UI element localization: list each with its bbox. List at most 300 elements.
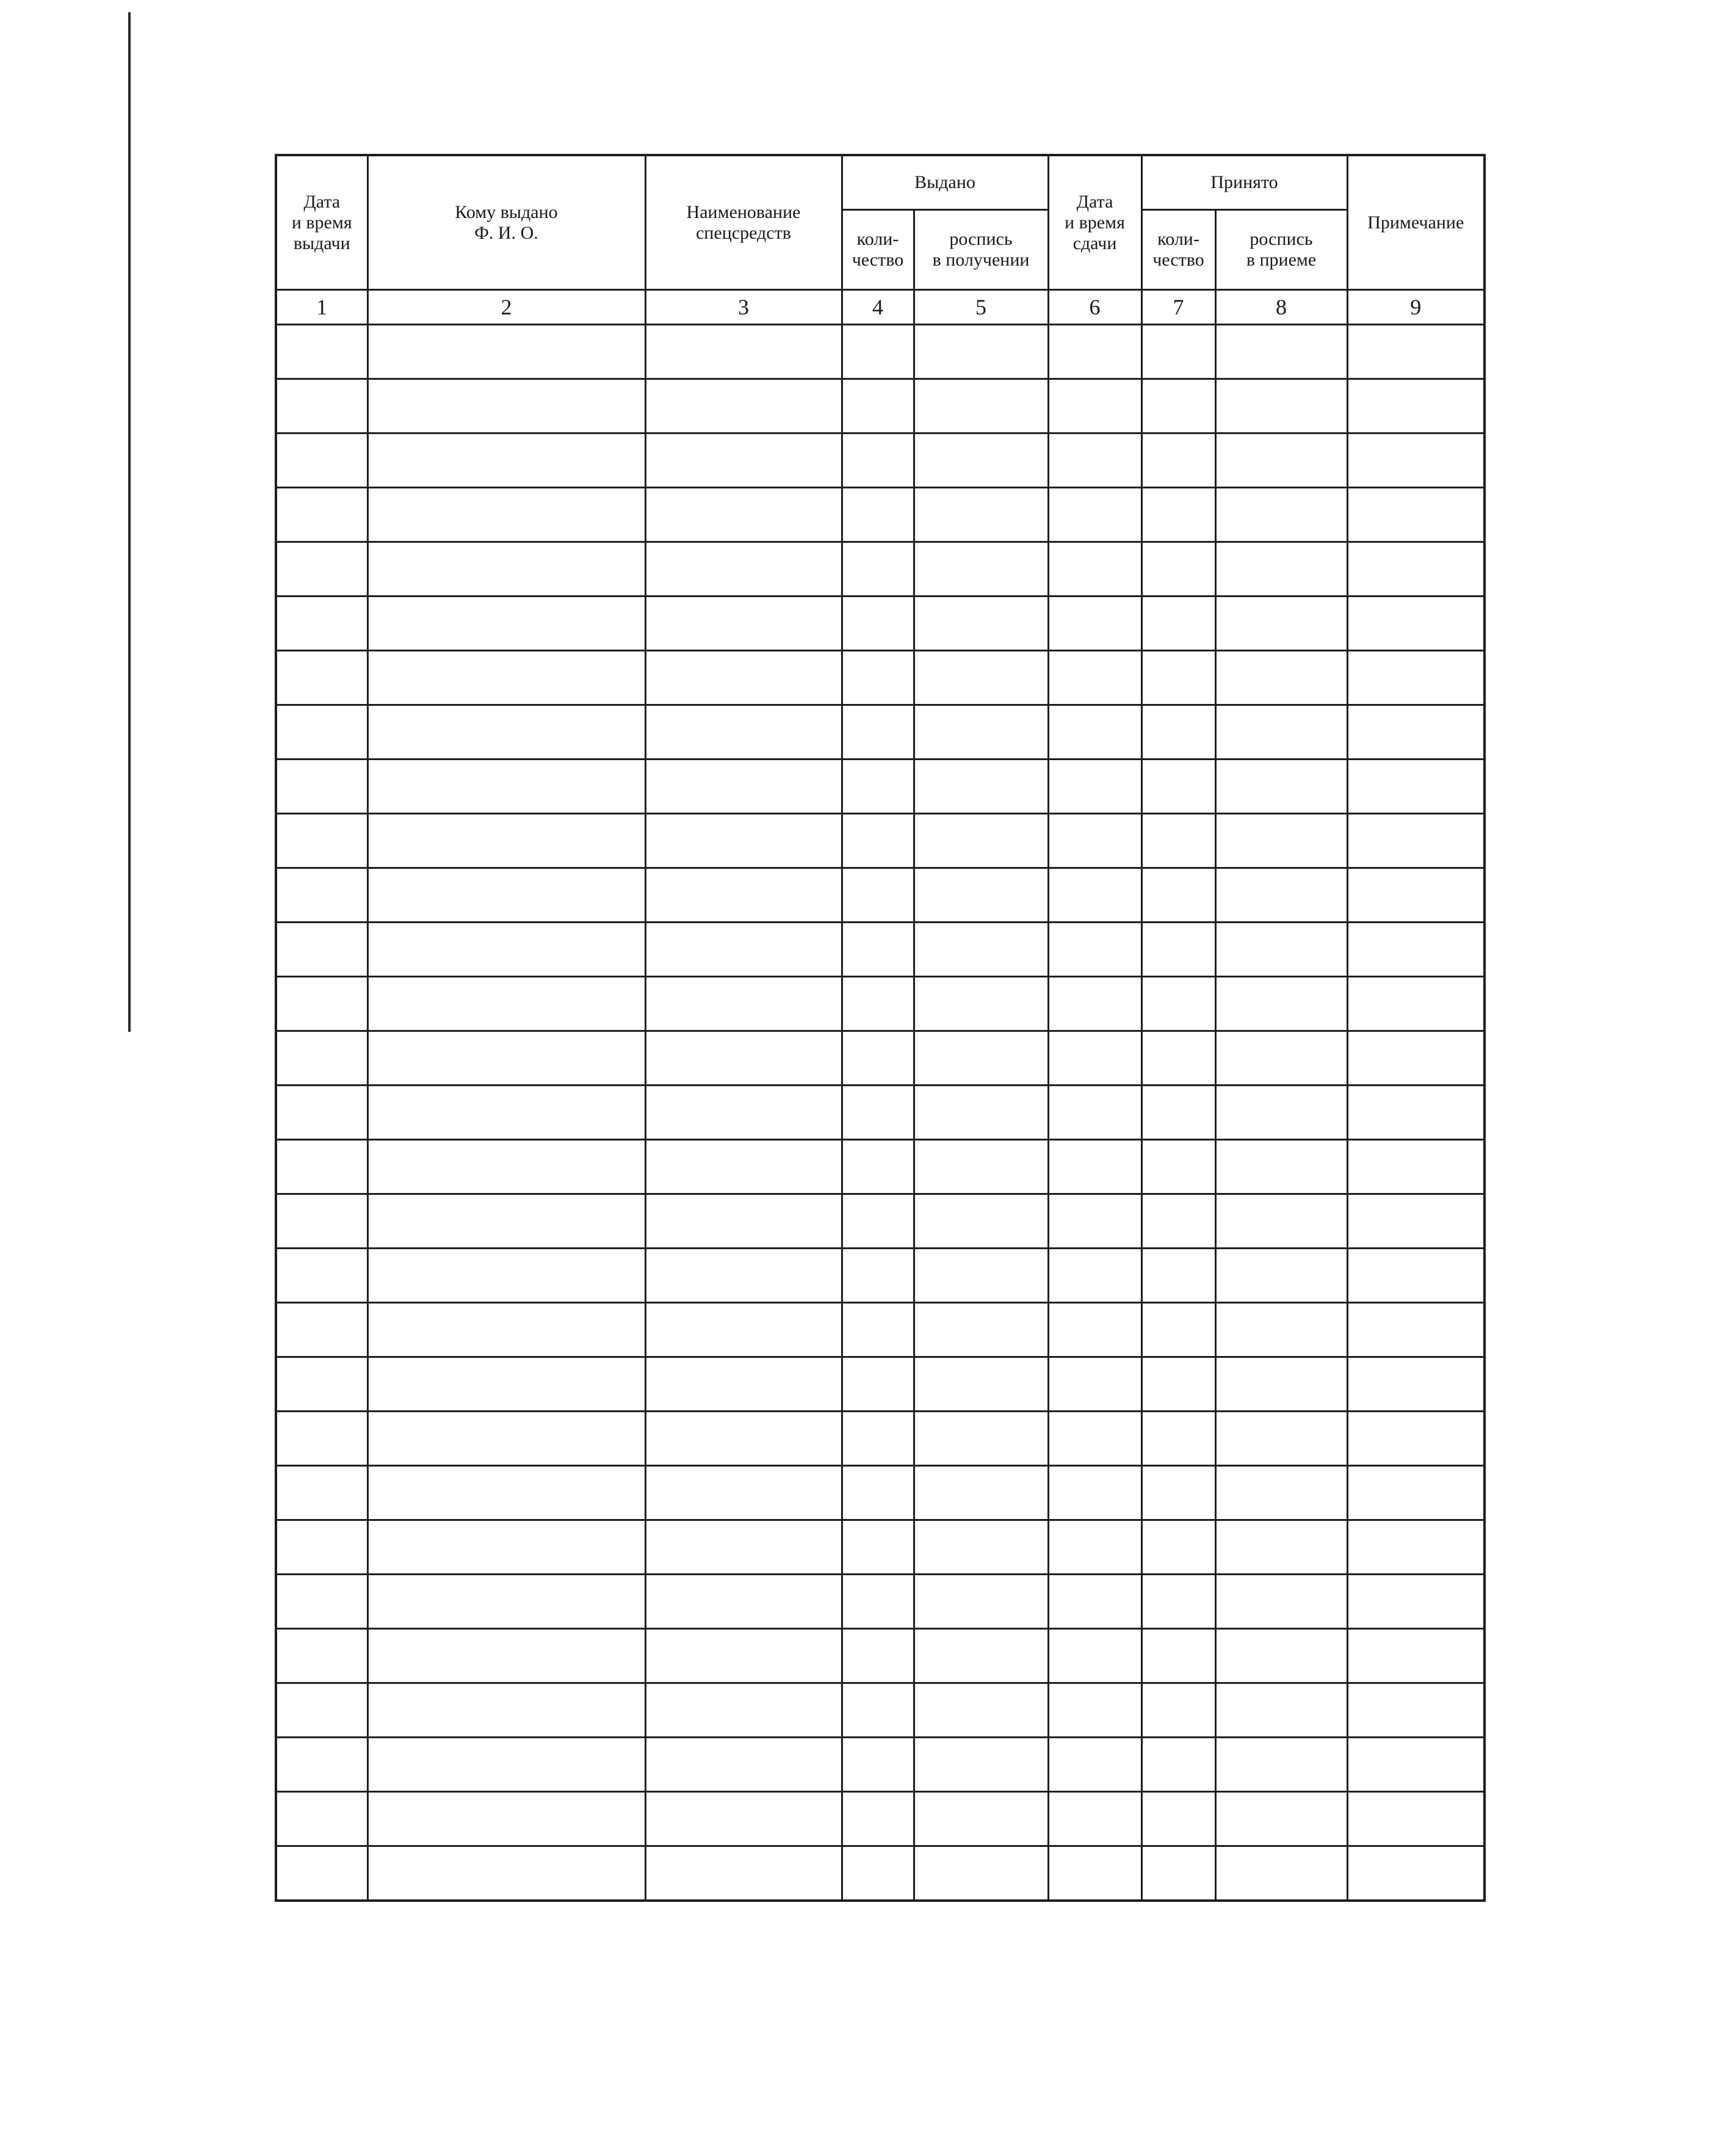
empty-cell [367, 1629, 645, 1683]
empty-cell [842, 1846, 914, 1901]
empty-cell [645, 977, 842, 1031]
table-row [276, 1031, 1485, 1086]
empty-cell [276, 1031, 367, 1086]
empty-cell [276, 1194, 367, 1249]
empty-cell [842, 760, 914, 814]
empty-cell [1141, 1194, 1215, 1249]
empty-cell [1141, 433, 1215, 488]
empty-cell [842, 1412, 914, 1466]
empty-cell [1141, 1520, 1215, 1575]
empty-cell [645, 1357, 842, 1412]
empty-cell [276, 923, 367, 977]
header-accepted-signature-label: роспись в приеме [1246, 229, 1317, 270]
empty-cell [367, 1738, 645, 1792]
header-accepted-signature [1215, 210, 1347, 290]
table-row [276, 868, 1485, 923]
empty-cell [914, 1520, 1048, 1575]
empty-cell [1141, 1575, 1215, 1629]
empty-cell [842, 1683, 914, 1738]
empty-cell [1347, 1086, 1485, 1140]
empty-cell [1141, 1846, 1215, 1901]
empty-cell [1141, 1086, 1215, 1140]
empty-cell [1048, 1738, 1141, 1792]
empty-cell [367, 923, 645, 977]
empty-cell [1347, 1466, 1485, 1520]
table-row [276, 1520, 1485, 1575]
empty-cell [367, 705, 645, 760]
empty-cell [1048, 977, 1141, 1031]
empty-cell [1141, 542, 1215, 596]
header-return-datetime-label: Дата и время сдачи [1065, 191, 1125, 253]
empty-cell [645, 1520, 842, 1575]
equipment-issue-log-table [275, 154, 1486, 1902]
table-row [276, 596, 1485, 651]
table-row [276, 977, 1485, 1031]
table-row [276, 325, 1485, 379]
empty-cell [1215, 433, 1347, 488]
empty-cell [367, 1303, 645, 1357]
empty-cell [842, 488, 914, 542]
empty-cell [1141, 1629, 1215, 1683]
empty-cell [367, 1466, 645, 1520]
table-row [276, 542, 1485, 596]
empty-cell [645, 923, 842, 977]
empty-cell [842, 705, 914, 760]
empty-cell [842, 542, 914, 596]
empty-cell [1215, 1629, 1347, 1683]
header-issued-group-label: Выдано [914, 172, 975, 192]
empty-cell [367, 1575, 645, 1629]
empty-cell [367, 760, 645, 814]
empty-cell [1048, 488, 1141, 542]
column-number: 8 [1215, 290, 1347, 325]
empty-cell [276, 1140, 367, 1194]
header-issued-quantity [842, 210, 914, 290]
empty-cell [1215, 1303, 1347, 1357]
table-row [276, 1412, 1485, 1466]
empty-cell [1347, 814, 1485, 868]
empty-cell [645, 1629, 842, 1683]
empty-cell [1215, 1357, 1347, 1412]
empty-cell [1215, 542, 1347, 596]
empty-cell [1048, 1140, 1141, 1194]
empty-cell [645, 488, 842, 542]
empty-cell [1215, 1738, 1347, 1792]
empty-cell [842, 868, 914, 923]
empty-cell [645, 651, 842, 705]
empty-cell [1347, 1194, 1485, 1249]
empty-cell [645, 1249, 842, 1303]
column-number: 5 [914, 290, 1048, 325]
empty-cell [276, 1683, 367, 1738]
empty-cell [1141, 1249, 1215, 1303]
empty-cell [914, 1412, 1048, 1466]
empty-cell [276, 1357, 367, 1412]
header-recipient-label: Кому выдано Ф. И. О. [455, 201, 558, 243]
table-row [276, 814, 1485, 868]
empty-cell [1215, 1792, 1347, 1846]
table-row [276, 1303, 1485, 1357]
empty-cell [1215, 1412, 1347, 1466]
empty-cell [367, 433, 645, 488]
empty-cell [1048, 433, 1141, 488]
empty-cell [367, 1249, 645, 1303]
empty-cell [1048, 705, 1141, 760]
empty-cell [367, 1683, 645, 1738]
table-row [276, 1194, 1485, 1249]
empty-cell [367, 1086, 645, 1140]
empty-cell [1347, 1140, 1485, 1194]
empty-cell [914, 1303, 1048, 1357]
empty-cell [367, 1140, 645, 1194]
empty-cell [1141, 1357, 1215, 1412]
empty-cell [1347, 1031, 1485, 1086]
empty-cell [276, 1738, 367, 1792]
empty-cell [276, 1249, 367, 1303]
empty-cell [1048, 1031, 1141, 1086]
empty-cell [1215, 923, 1347, 977]
column-number: 2 [367, 290, 645, 325]
empty-cell [367, 651, 645, 705]
empty-cell [1215, 1520, 1347, 1575]
empty-cell [914, 325, 1048, 379]
empty-cell [1141, 596, 1215, 651]
empty-cell [1141, 1140, 1215, 1194]
empty-cell [1141, 651, 1215, 705]
empty-cell [1141, 1412, 1215, 1466]
empty-cell [914, 1575, 1048, 1629]
header-equipment-name [645, 155, 842, 290]
column-number: 1 [276, 290, 367, 325]
empty-cell [914, 1249, 1048, 1303]
table-row [276, 651, 1485, 705]
empty-cell [842, 1031, 914, 1086]
empty-cell [914, 705, 1048, 760]
empty-cell [1347, 1303, 1485, 1357]
empty-cell [1048, 760, 1141, 814]
empty-cell [914, 977, 1048, 1031]
empty-cell [914, 1466, 1048, 1520]
empty-cell [367, 325, 645, 379]
empty-cell [842, 379, 914, 433]
empty-cell [1048, 651, 1141, 705]
empty-cell [276, 325, 367, 379]
header-issued-signature-label: роспись в получении [932, 229, 1030, 270]
empty-cell [1141, 760, 1215, 814]
empty-cell [1048, 1249, 1141, 1303]
empty-cell [1215, 1575, 1347, 1629]
empty-cell [645, 1738, 842, 1792]
empty-cell [276, 1086, 367, 1140]
empty-cell [1215, 651, 1347, 705]
empty-cell [842, 1303, 914, 1357]
empty-cell [1347, 923, 1485, 977]
empty-cell [645, 433, 842, 488]
empty-cell [645, 596, 842, 651]
header-accepted-group [1141, 155, 1347, 210]
empty-cell [1048, 814, 1141, 868]
empty-cell [1347, 542, 1485, 596]
empty-cell [1215, 1140, 1347, 1194]
empty-cell [276, 1412, 367, 1466]
empty-cell [914, 488, 1048, 542]
empty-cell [1048, 1792, 1141, 1846]
empty-cell [914, 814, 1048, 868]
column-number: 3 [645, 290, 842, 325]
empty-cell [914, 542, 1048, 596]
empty-cell [645, 1846, 842, 1901]
header-accepted-quantity [1141, 210, 1215, 290]
empty-cell [276, 1629, 367, 1683]
empty-cell [842, 596, 914, 651]
empty-cell [1141, 379, 1215, 433]
empty-cell [842, 325, 914, 379]
empty-cell [1347, 1683, 1485, 1738]
empty-cell [367, 977, 645, 1031]
empty-cell [276, 814, 367, 868]
empty-cell [645, 1086, 842, 1140]
empty-cell [645, 542, 842, 596]
empty-cell [914, 1194, 1048, 1249]
empty-cell [1141, 1303, 1215, 1357]
empty-cell [842, 1792, 914, 1846]
empty-cell [645, 814, 842, 868]
table-row [276, 1466, 1485, 1520]
empty-cell [842, 1575, 914, 1629]
empty-cell [1215, 868, 1347, 923]
empty-cell [276, 542, 367, 596]
header-issue-datetime [276, 155, 367, 290]
empty-cell [645, 379, 842, 433]
empty-cell [842, 1629, 914, 1683]
empty-cell [1141, 977, 1215, 1031]
empty-cell [1347, 1792, 1485, 1846]
empty-cell [1048, 1194, 1141, 1249]
empty-cell [1048, 1303, 1141, 1357]
table-row [276, 488, 1485, 542]
empty-cell [1347, 596, 1485, 651]
empty-cell [914, 923, 1048, 977]
table-row [276, 1846, 1485, 1901]
empty-cell [1048, 1357, 1141, 1412]
empty-cell [842, 1520, 914, 1575]
empty-cell [914, 651, 1048, 705]
empty-cell [367, 1846, 645, 1901]
empty-cell [276, 868, 367, 923]
empty-cell [1141, 1738, 1215, 1792]
header-recipient [367, 155, 645, 290]
empty-cell [1215, 977, 1347, 1031]
table-row [276, 760, 1485, 814]
header-note [1347, 155, 1485, 290]
empty-cell [1347, 325, 1485, 379]
empty-cell [842, 1357, 914, 1412]
empty-cell [276, 488, 367, 542]
empty-cell [1347, 977, 1485, 1031]
empty-cell [1347, 433, 1485, 488]
empty-cell [645, 1194, 842, 1249]
empty-cell [276, 705, 367, 760]
empty-cell [1347, 1575, 1485, 1629]
empty-cell [914, 1846, 1048, 1901]
empty-cell [842, 977, 914, 1031]
empty-cell [1347, 651, 1485, 705]
empty-cell [1141, 488, 1215, 542]
empty-cell [645, 1683, 842, 1738]
empty-cell [914, 868, 1048, 923]
empty-cell [914, 1086, 1048, 1140]
empty-cell [367, 379, 645, 433]
table-row [276, 433, 1485, 488]
column-number-row [276, 290, 1485, 325]
empty-cell [645, 868, 842, 923]
empty-cell [1347, 488, 1485, 542]
header-return-datetime [1048, 155, 1141, 290]
empty-cell [842, 1466, 914, 1520]
empty-cell [276, 1575, 367, 1629]
empty-cell [1048, 1086, 1141, 1140]
empty-cell [1048, 923, 1141, 977]
empty-cell [1347, 868, 1485, 923]
table-row [276, 923, 1485, 977]
empty-cell [1048, 1846, 1141, 1901]
empty-cell [1215, 1846, 1347, 1901]
empty-cell [645, 1031, 842, 1086]
table-row [276, 705, 1485, 760]
empty-cell [842, 1738, 914, 1792]
empty-cell [645, 705, 842, 760]
empty-cell [1347, 760, 1485, 814]
empty-cell [276, 1466, 367, 1520]
empty-cell [1215, 1086, 1347, 1140]
empty-cell [1347, 1520, 1485, 1575]
empty-cell [1215, 814, 1347, 868]
empty-cell [1048, 542, 1141, 596]
empty-cell [914, 760, 1048, 814]
table-row [276, 1357, 1485, 1412]
empty-cell [842, 1249, 914, 1303]
table-row [276, 379, 1485, 433]
empty-cell [1141, 1466, 1215, 1520]
empty-cell [367, 1520, 645, 1575]
column-number: 6 [1048, 290, 1141, 325]
header-issue-datetime-label: Дата и время выдачи [291, 191, 352, 253]
empty-cell [1215, 1683, 1347, 1738]
empty-cell [1347, 705, 1485, 760]
binding-margin-line [128, 12, 131, 1032]
empty-cell [914, 1629, 1048, 1683]
empty-cell [645, 760, 842, 814]
empty-cell [645, 1412, 842, 1466]
empty-cell [367, 868, 645, 923]
table-row [276, 1738, 1485, 1792]
empty-cell [645, 1792, 842, 1846]
empty-cell [276, 651, 367, 705]
empty-cell [914, 379, 1048, 433]
header-accepted-quantity-label: коли- чество [1152, 229, 1204, 270]
empty-cell [367, 1031, 645, 1086]
column-number: 7 [1141, 290, 1215, 325]
empty-cell [367, 1357, 645, 1412]
empty-cell [367, 488, 645, 542]
empty-cell [914, 1140, 1048, 1194]
empty-cell [367, 596, 645, 651]
header-accepted-group-label: Принято [1210, 172, 1278, 192]
empty-cell [1215, 705, 1347, 760]
empty-cell [645, 1466, 842, 1520]
empty-cell [276, 977, 367, 1031]
empty-cell [1347, 1738, 1485, 1792]
empty-cell [842, 923, 914, 977]
empty-cell [1215, 1466, 1347, 1520]
empty-cell [276, 760, 367, 814]
empty-cell [1347, 1629, 1485, 1683]
empty-cell [645, 1303, 842, 1357]
table-row [276, 1249, 1485, 1303]
empty-cell [1347, 1412, 1485, 1466]
table-row [276, 1629, 1485, 1683]
empty-cell [1347, 379, 1485, 433]
empty-cell [276, 1792, 367, 1846]
empty-cell [1215, 1031, 1347, 1086]
empty-cell [1215, 325, 1347, 379]
empty-cell [1141, 814, 1215, 868]
header-note-label: Примечание [1367, 212, 1464, 233]
empty-cell [914, 1683, 1048, 1738]
empty-cell [1215, 1249, 1347, 1303]
empty-cell [1141, 325, 1215, 379]
empty-cell [914, 433, 1048, 488]
empty-cell [1048, 1466, 1141, 1520]
column-number: 9 [1347, 290, 1485, 325]
empty-cell [276, 433, 367, 488]
empty-cell [842, 1086, 914, 1140]
empty-cell [914, 1031, 1048, 1086]
header-issued-group [842, 155, 1048, 210]
empty-cell [842, 814, 914, 868]
empty-cell [914, 596, 1048, 651]
empty-cell [842, 433, 914, 488]
empty-cell [1347, 1357, 1485, 1412]
empty-cell [276, 596, 367, 651]
empty-cell [1215, 596, 1347, 651]
table-row [276, 1086, 1485, 1140]
empty-cell [276, 1520, 367, 1575]
empty-cell [914, 1792, 1048, 1846]
table-row [276, 1683, 1485, 1738]
empty-cell [367, 1194, 645, 1249]
empty-cell [1215, 379, 1347, 433]
empty-cell [1048, 379, 1141, 433]
empty-cell [1215, 1194, 1347, 1249]
column-number: 4 [842, 290, 914, 325]
empty-cell [1048, 1683, 1141, 1738]
empty-cell [645, 1575, 842, 1629]
empty-cell [1048, 596, 1141, 651]
empty-cell [367, 814, 645, 868]
empty-cell [842, 651, 914, 705]
empty-cell [1141, 1683, 1215, 1738]
empty-cell [1141, 1031, 1215, 1086]
empty-cell [367, 1792, 645, 1846]
empty-cell [1048, 325, 1141, 379]
empty-cell [914, 1738, 1048, 1792]
table-row [276, 1140, 1485, 1194]
empty-cell [645, 325, 842, 379]
header-issued-quantity-label: коли- чество [852, 229, 904, 270]
empty-cell [367, 542, 645, 596]
empty-cell [276, 379, 367, 433]
